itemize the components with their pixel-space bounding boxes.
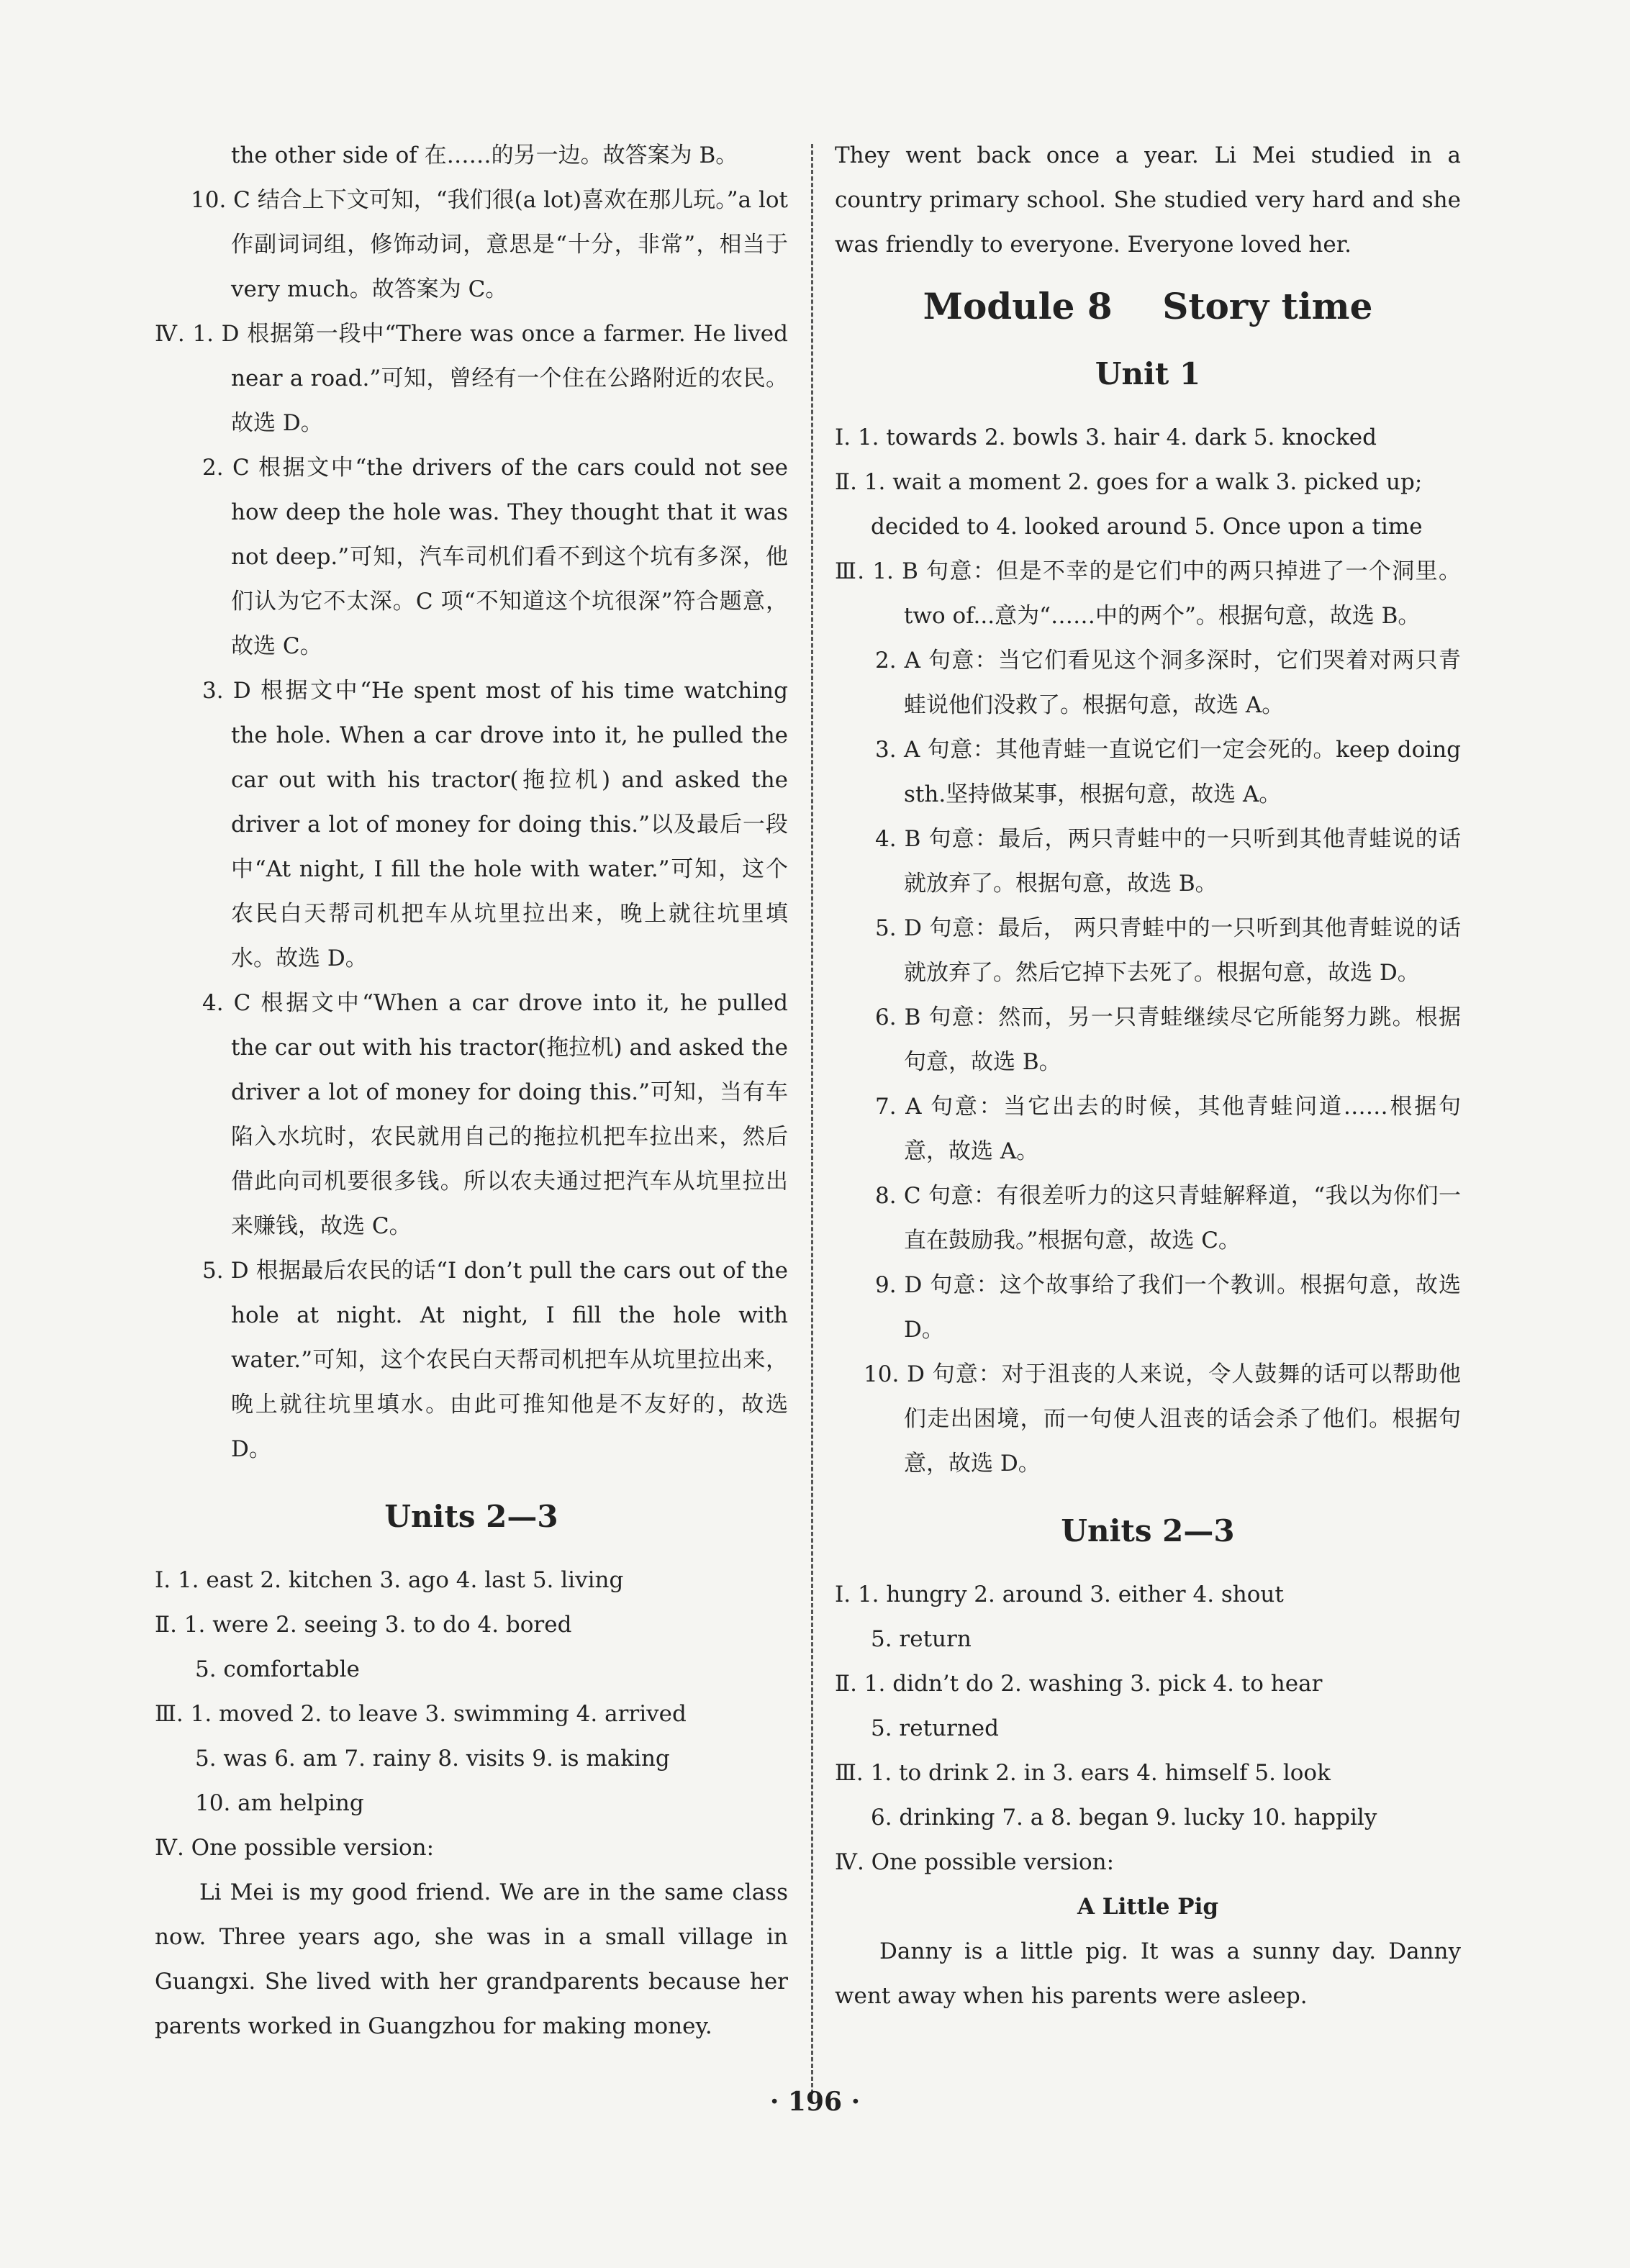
answer-row: Ⅱ. 1. were 2. seeing 3. to do 4. bored xyxy=(155,1612,572,1638)
right-column xyxy=(835,133,1461,2018)
story-title: A Little Pig xyxy=(1077,1894,1219,1920)
answer-item: 3. A 句意：其他青蛙一直说它们一定会死的。keep doing sth.坚持做某事，根据句意，故选 A。 xyxy=(875,737,1461,807)
answer-row: 10. am helping xyxy=(195,1790,364,1816)
unit-heading: Unit 1 xyxy=(1095,356,1201,391)
answer-item: 9. D 句意：这个故事给了我们一个教训。根据句意，故选 D。 xyxy=(875,1272,1461,1343)
answer-row: 5. return xyxy=(871,1626,972,1652)
page-number: · 196 · xyxy=(769,2087,861,2117)
answer-row: Ⅰ. 1. east 2. kitchen 3. ago 4. last 5. living xyxy=(155,1567,624,1593)
answer-item: Ⅳ. 1. D 根据第一段中“There was once a farmer. He lived near a road.”可知，曾经有一个住在公路附近的农民。故选 D。 xyxy=(155,321,788,436)
module-heading: Module 8 Story time xyxy=(923,285,1373,327)
essay-text: Li Mei is my good friend. We are in the same class now. Three years ago, she was in a small village in Guangxi. She lived with her grandparents because her parents worked in Guangzhou for making money. xyxy=(155,1879,788,2039)
answer-item: 8. C 句意：有很差听力的这只青蛙解释道，“我以为你们一直在鼓励我。”根据句意，故选 C。 xyxy=(875,1183,1461,1253)
answer-row: Ⅲ. 1. moved 2. to leave 3. swimming 4. arrived xyxy=(155,1701,687,1727)
answer-item: 4. B 句意：最后，两只青蛙中的一只听到其他青蛙说的话就放弃了。根据句意，故选 B。 xyxy=(875,826,1461,897)
answer-item: 2. C 根据文中“the drivers of the cars could not see how deep the hole was. They thought that it was not deep.”可知，汽车司机们看不到这个坑有多深，他们认为它不太深。C 项“不知道这个坑很深”符合题意，故选 C。 xyxy=(202,455,788,659)
answer-row: 6. drinking 7. a 8. began 9. lucky 10. happily xyxy=(871,1805,1377,1831)
answer-row: 5. returned xyxy=(871,1715,999,1741)
answer-row: Ⅳ. One possible version: xyxy=(155,1835,435,1861)
essay-text-continued: They went back once a year. Li Mei studied in a country primary school. She studied very hard and she was friendly to everyone. Everyone loved her. xyxy=(835,142,1461,258)
answer-item: 5. D 根据最后农民的话“I don’t pull the cars out of the hole at night. At night, I fill the hole with water.”可知，这个农民白天帮司机把车从坑里拉出来，晚上就往坑里填水。由此可推知他是不友好的，故选 D。 xyxy=(202,1258,788,1462)
answer-item: 7. A 句意：当它出去的时候，其他青蛙问道……根据句意，故选 A。 xyxy=(875,1094,1461,1164)
answer-row: Ⅳ. One possible version: xyxy=(835,1849,1115,1875)
answer-item: 6. B 句意：然而，另一只青蛙继续尽它所能努力跳。根据句意，故选 B。 xyxy=(875,1004,1461,1075)
answer-row: decided to 4. looked around 5. Once upon a time xyxy=(871,514,1423,540)
left-column xyxy=(155,133,788,2049)
column-divider xyxy=(811,144,813,2094)
section-heading-units-2-3: Units 2—3 xyxy=(1061,1513,1235,1548)
answer-item: 2. A 句意：当它们看见这个洞多深时，它们哭着对两只青蛙说他们没救了。根据句意，故选 A。 xyxy=(875,648,1461,718)
answer-row: Ⅰ. 1. hungry 2. around 3. either 4. shout xyxy=(835,1582,1284,1607)
answer-item: 10. C 结合上下文可知，“我们很(a lot)喜欢在那儿玩。”a lot 作副词词组，修饰动词，意思是“十分，非常”，相当于 very much。故答案为 C。 xyxy=(191,187,788,302)
text-line: the other side of 在……的另一边。故答案为 B。 xyxy=(231,142,738,168)
answer-row: Ⅰ. 1. towards 2. bowls 3. hair 4. dark 5. knocked xyxy=(835,425,1377,450)
answer-row: 5. was 6. am 7. rainy 8. visits 9. is making xyxy=(195,1746,670,1772)
answer-item: 4. C 根据文中“When a car drove into it, he pulled the car out with his tractor(拖拉机) and asked the driver a lot of money for doing this.”可知，当有车陷入水坑时，农民就用自己的拖拉机把车拉出来，然后借此向司机要很多钱。所以农夫通过把汽车从坑里拉出来赚钱，故选 C。 xyxy=(202,990,788,1239)
answer-row: Ⅲ. 1. to drink 2. in 3. ears 4. himself 5. look xyxy=(835,1760,1331,1786)
story-text: Danny is a little pig. It was a sunny day. Danny went away when his parents were asleep. xyxy=(835,1938,1461,2009)
answer-item: Ⅲ. 1. B 句意：但是不幸的是它们中的两只掉进了一个洞里。two of...意为“……中的两个”。根据句意，故选 B。 xyxy=(835,558,1461,629)
answer-item: 5. D 句意：最后， 两只青蛙中的一只听到其他青蛙说的话就放弃了。然后它掉下去死了。根据句意，故选 D。 xyxy=(875,915,1461,986)
answer-row: 5. comfortable xyxy=(195,1656,360,1682)
answer-item: 10. D 句意：对于沮丧的人来说，令人鼓舞的话可以帮助他们走出困境，而一句使人沮丧的话会杀了他们。根据句意，故选 D。 xyxy=(864,1361,1461,1477)
answer-item: 3. D 根据文中“He spent most of his time watching the hole. When a car drove into it, he pulled the car out with his tractor(拖拉机) and asked the driver a lot of money for doing this.”以及最后一段中“At night, I fill the hole with water.”可知，这个农民白天帮司机把车从坑里拉出来，晚上就往坑里填水。故选 D。 xyxy=(202,678,788,971)
section-heading-units-2-3: Units 2—3 xyxy=(384,1499,558,1534)
answer-row: Ⅱ. 1. wait a moment 2. goes for a walk 3. picked up; xyxy=(835,469,1423,495)
answer-row: Ⅱ. 1. didn’t do 2. washing 3. pick 4. to hear xyxy=(835,1671,1323,1697)
